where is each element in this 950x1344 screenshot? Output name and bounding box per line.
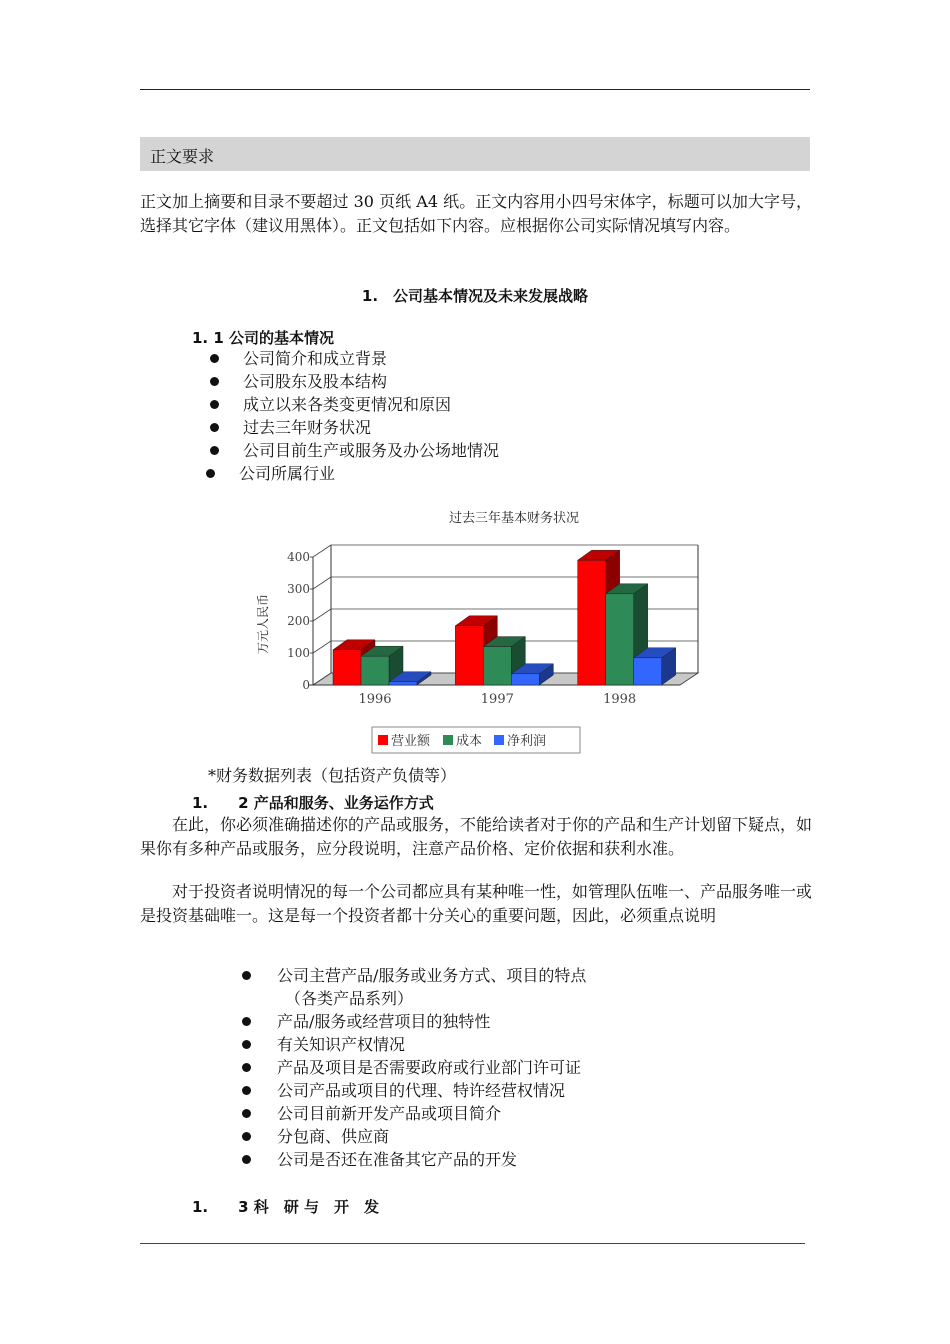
y-tick-label: 0 [302,678,310,692]
top-rule [140,89,810,90]
gridline-diagonal [313,545,331,557]
gridline-diagonal [313,641,331,653]
list-item: 公司简介和成立背景 [210,347,499,370]
list-item: 过去三年财务状况 [210,416,499,439]
y-tick-label: 300 [287,582,310,596]
heading-1: 1. 公司基本情况及未来发展战略 [361,287,589,305]
bullet-icon [242,1063,251,1072]
list-item: 公司所属行业 [206,462,499,485]
list-item: 公司产品或项目的代理、特许经营权情况 [242,1079,586,1102]
chart-bars [333,550,676,685]
legend-swatch [494,735,504,745]
chart-legend [372,727,580,753]
legend-swatch [378,735,388,745]
legend-swatch [443,735,453,745]
bar [634,648,676,685]
bottom-rule [140,1243,805,1244]
legend-label: 净利润 [507,734,547,749]
bullet-icon [242,971,251,980]
y-tick-label: 400 [287,550,310,564]
bullet-icon [210,354,219,363]
bullet-icon [242,1132,251,1141]
bar-front [578,560,606,685]
list-item: 公司主营产品/服务或业务方式、项目的特点 （各类产品系列） [242,964,586,1010]
products-paragraph-1: 在此，你必须准确描述你的产品或服务，不能给读者对于你的产品和生产计划留下疑点，如果你有多种产品或服务，应分段说明，注意产品价格、定价依据和获利水准。 [140,815,813,858]
bullet-icon [210,400,219,409]
list-item: 分包商、供应商 [242,1125,586,1148]
bar-front [361,656,389,685]
x-tick-label: 1997 [480,692,514,707]
section-header [140,137,810,171]
bar-front [389,682,417,685]
bullet-icon [210,377,219,386]
x-tick-label: 1996 [358,692,392,707]
list-item: 成立以来各类变更情况和原因 [210,393,499,416]
legend-label: 成本 [456,734,483,749]
list-item: 公司是否还在准备其它产品的开发 [242,1148,586,1171]
list-item: 有关知识产权情况 [242,1033,586,1056]
products-list [242,964,586,1171]
bar-front [511,674,539,685]
chart-y-ticks [287,550,313,692]
bullet-icon [242,1109,251,1118]
gridline-diagonal [313,577,331,589]
bullet-icon [242,1155,251,1164]
list-item: 公司目前新开发产品或项目简介 [242,1102,586,1125]
heading-1-1: 1. 1 公司的基本情况 [192,329,335,347]
x-tick-label: 1998 [603,692,637,707]
list-item: 公司目前生产或服务及办公场地情况 [210,439,499,462]
chart-x-ticks [358,692,636,707]
bar-front [606,594,634,685]
bullet-icon [210,446,219,455]
y-tick-label: 200 [287,614,310,628]
bullet-icon [242,1040,251,1049]
intro-paragraph: 正文加上摘要和目录不要超过 30 页纸 A4 纸。正文内容用小四号宋体字，标题可以加大字号，选择其它字体（建议用黑体）。正文包括如下内容。应根据你公司实际情况填写内容。 [140,192,812,235]
bullet-icon [210,423,219,432]
bar-front [634,658,662,685]
y-tick-label: 100 [287,646,310,660]
basic-info-list [210,347,499,485]
list-item: 公司股东及股本结构 [210,370,499,393]
chart-title: 过去三年基本财务状况 [448,511,580,526]
bullet-icon [242,1017,251,1026]
list-item: 产品/服务或经营项目的独特性 [242,1010,586,1033]
heading-1-2: 1. 2 产品和服务、业务运作方式 [192,794,434,812]
bar-front [333,650,361,685]
products-paragraph-2: 对于投资者说明情况的每一个公司都应具有某种唯一性，如管理队伍唯一、产品服务唯一或是投资基础唯一。这是每一个投资者都十分关心的重要问题，因此，必须重点说明 [140,882,813,925]
finance-chart [250,500,710,762]
bar-front [483,647,511,685]
bullet-icon [242,1086,251,1095]
gridline-diagonal [313,609,331,621]
list-item: 产品及项目是否需要政府或行业部门许可证 [242,1056,586,1079]
finance-note: *财务数据列表（包括资产负债等） [208,766,457,785]
bar-front [455,626,483,685]
section-header-text: 正文要求 [150,147,215,166]
chart-y-axis-label: 万元人民币 [256,593,270,655]
legend-label: 营业额 [391,734,431,749]
heading-1-3: 1. 3 科 研 与 开 发 [192,1198,380,1216]
bullet-icon [206,469,215,478]
